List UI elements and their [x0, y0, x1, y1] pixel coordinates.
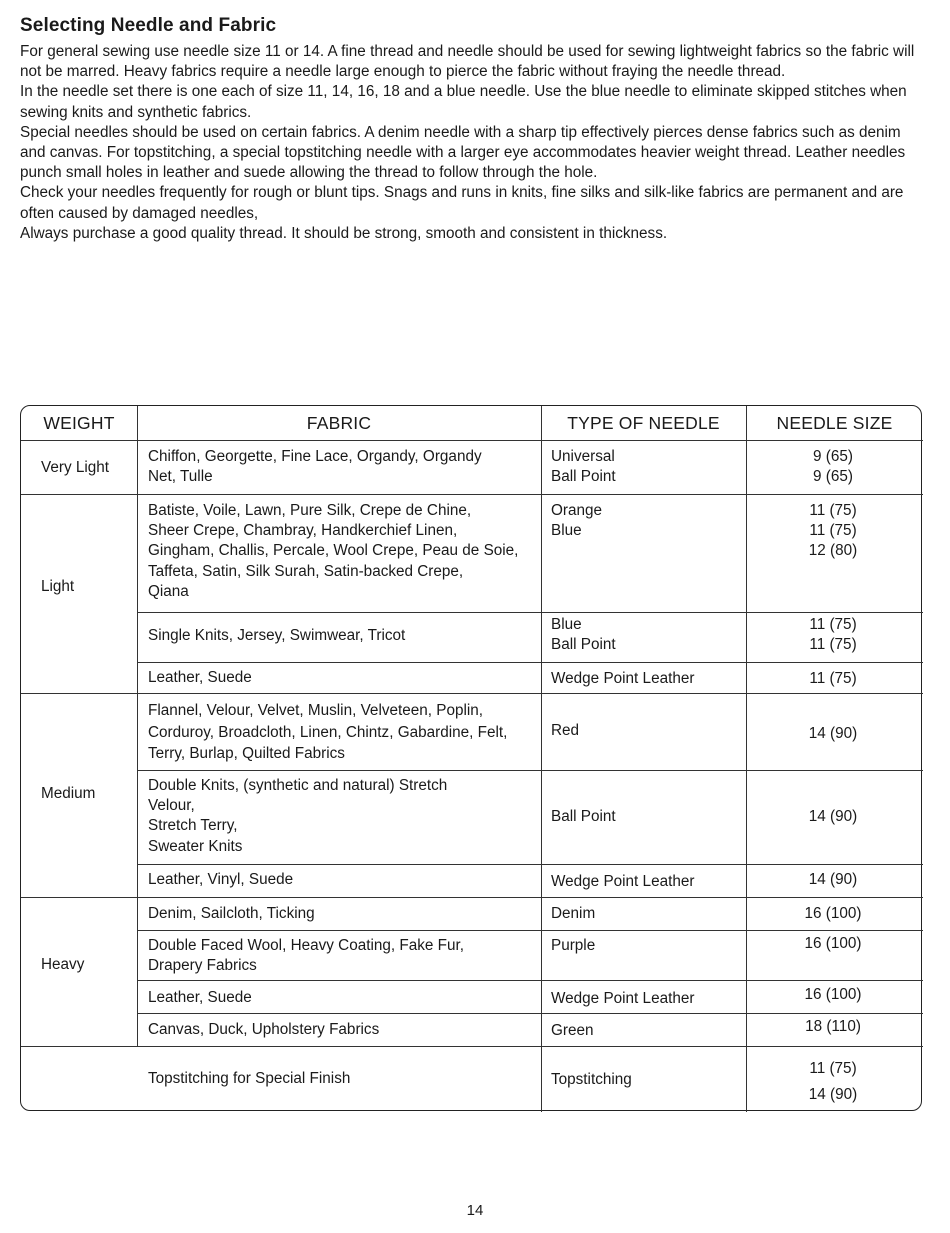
needle-size-line: 16 (100): [804, 986, 862, 1003]
weight-heavy: Heavy: [41, 956, 85, 973]
fabric-line: Denim, Sailcloth, Ticking: [148, 905, 315, 922]
needle-type-cell: [551, 615, 616, 655]
needle-size-cell: [803, 1056, 863, 1108]
needle-type-cell: [551, 872, 694, 892]
needle-size-cell: [797, 985, 869, 1005]
needle-size-cell: [797, 1017, 869, 1037]
fabric-line: Leather, Suede: [148, 989, 252, 1006]
needle-size-line: 11 (75): [809, 502, 857, 519]
needle-type-line: Green: [551, 1022, 594, 1039]
needle-type-cell: [551, 936, 595, 956]
fabric-cell: [148, 501, 518, 602]
fabric-line: Leather, Suede: [148, 669, 252, 686]
needle-size-cell: [803, 669, 863, 689]
needle-size-line: 14 (90): [808, 1086, 858, 1103]
fabric-cell: [148, 447, 482, 487]
column-divider: [137, 406, 138, 1046]
needle-type-line: Blue: [551, 522, 582, 540]
fabric-cell: [148, 668, 252, 688]
paragraph-check-needles: Check your needles frequently for rough or blunt tips. Snags and runs in knits, fine silks and silk-like fabrics are permanent and are often caused by damaged needles,: [20, 184, 904, 222]
needle-type-line: Ball Point: [551, 808, 616, 825]
needle-type-cell: [551, 669, 694, 689]
needle-size-line: 16 (100): [804, 935, 862, 952]
paragraph-special-needles: Special needles should be used on certain fabrics. A denim needle with a sharp tip effectively pierces dense fabrics such as denim and canvas. For topstitching, a special topstitching needle with a larger eye accommodates heavier weight thread. Leather needles punch small holes in leather and suede allowing the thread to follow through the hole.: [20, 123, 906, 182]
column-divider: [541, 406, 542, 1112]
fabric-line: Flannel, Velour, Velvet, Muslin, Velveteen, Poplin,: [148, 702, 484, 719]
needle-size-line: 11 (75): [809, 522, 857, 540]
needle-size-line: 11 (75): [809, 1060, 857, 1077]
row-divider: [137, 930, 923, 931]
row-divider: [137, 980, 923, 981]
fabric-cell: [148, 1069, 350, 1089]
needle-fabric-table: [20, 405, 922, 1111]
fabric-line: Canvas, Duck, Upholstery Fabrics: [148, 1021, 380, 1038]
needle-size-cell: [803, 724, 863, 744]
needle-size-cell: [797, 934, 869, 954]
needle-size-cell: [803, 870, 863, 890]
fabric-cell: [148, 936, 464, 976]
fabric-cell: [148, 700, 507, 765]
needle-size-line: 14 (90): [808, 725, 858, 742]
needle-type-cell: [551, 807, 616, 827]
row-divider: [21, 897, 923, 898]
needle-type-line: Denim: [551, 905, 596, 922]
page-heading: Selecting Needle and Fabric: [20, 15, 277, 36]
needle-size-line: 12 (80): [808, 542, 858, 560]
needle-type-line: Universal: [551, 448, 615, 465]
needle-size-cell: [803, 501, 863, 562]
needle-size-line: 16 (100): [804, 905, 862, 922]
column-divider: [746, 406, 747, 1112]
fabric-line: Terry, Burlap, Quilted Fabrics: [148, 745, 345, 762]
fabric-line: Topstitching for Special Finish: [148, 1070, 351, 1087]
needle-type-line: Red: [551, 722, 580, 739]
weight-light: Light: [41, 578, 75, 595]
needle-size-line: 18 (110): [805, 1018, 861, 1035]
fabric-cell: [148, 776, 447, 857]
fabric-line: Net, Tulle: [148, 468, 213, 486]
row-divider: [137, 770, 923, 771]
fabric-line: Single Knits, Jersey, Swimwear, Tricot: [148, 627, 406, 644]
fabric-cell: [148, 870, 293, 890]
needle-type-cell: [551, 721, 579, 741]
intro-text: [20, 42, 930, 244]
fabric-line: Batiste, Voile, Lawn, Pure Silk, Crepe de Chine,: [148, 502, 472, 519]
paragraph-general-sewing: For general sewing use needle size 11 or 14. A fine thread and needle should be used for sewing lightweight fabrics so the fabric will not be marred. Heavy fabrics require a needle large enough to pierce the fabric without fraying the needle thread.: [20, 43, 915, 81]
header-needle-size: NEEDLE SIZE: [776, 413, 893, 433]
fabric-cell: [148, 988, 252, 1008]
needle-type-cell: [551, 1070, 632, 1090]
needle-type-line: Wedge Point Leather: [551, 670, 695, 687]
fabric-cell: [148, 1020, 379, 1040]
header-weight: WEIGHT: [43, 413, 115, 433]
needle-type-cell: [551, 501, 602, 541]
weight-very-light: Very Light: [41, 459, 110, 476]
needle-size-line: 14 (90): [808, 808, 858, 825]
needle-type-line: Blue: [551, 616, 582, 633]
needle-type-cell: [551, 447, 616, 487]
fabric-line: Gingham, Challis, Percale, Wool Crepe, Peau de Soie,: [148, 542, 519, 560]
needle-size-line: 9 (65): [813, 468, 853, 486]
needle-type-line: Ball Point: [551, 636, 616, 654]
fabric-line: Sweater Knits: [148, 837, 243, 855]
needle-size-cell: [803, 615, 863, 655]
fabric-line: Drapery Fabrics: [148, 957, 257, 975]
paragraph-needle-set: In the needle set there is one each of size 11, 14, 16, 18 and a blue needle. Use the blue needle to eliminate skipped stitches when sewing knits and synthetic fabrics.: [20, 83, 907, 121]
fabric-line: Double Faced Wool, Heavy Coating, Fake Fur,: [148, 937, 465, 954]
needle-size-line: 9 (65): [813, 448, 853, 465]
row-divider: [21, 693, 923, 694]
fabric-cell: [148, 904, 315, 924]
row-divider: [21, 440, 923, 441]
paragraph-thread-quality: Always purchase a good quality thread. It should be strong, smooth and consistent in thickness.: [20, 224, 668, 242]
weight-medium: Medium: [41, 785, 96, 802]
header-fabric: FABRIC: [306, 413, 372, 433]
row-divider: [137, 612, 923, 613]
row-divider: [21, 494, 923, 495]
row-divider: [137, 662, 923, 663]
needle-type-line: Wedge Point Leather: [551, 990, 695, 1007]
needle-size-line: 11 (75): [809, 670, 857, 687]
row-divider: [21, 1046, 923, 1047]
needle-type-cell: [551, 904, 595, 924]
needle-type-line: Ball Point: [551, 468, 616, 486]
needle-size-cell: [797, 904, 869, 924]
needle-type-line: Orange: [551, 502, 603, 519]
needle-size-line: 11 (75): [809, 616, 857, 633]
needle-size-cell: [803, 807, 863, 827]
needle-size-line: 14 (90): [808, 871, 858, 888]
fabric-line: Sheer Crepe, Chambray, Handkerchief Linen,: [148, 522, 458, 540]
needle-type-line: Topstitching: [551, 1071, 632, 1088]
fabric-cell: [148, 626, 405, 646]
fabric-line: Velour,: [148, 797, 195, 815]
row-divider: [137, 864, 923, 865]
fabric-line: Chiffon, Georgette, Fine Lace, Organdy, Organdy: [148, 448, 482, 465]
row-divider: [137, 1013, 923, 1014]
fabric-line: Leather, Vinyl, Suede: [148, 871, 294, 888]
needle-type-line: Wedge Point Leather: [551, 873, 695, 890]
header-needle-type: TYPE OF NEEDLE: [567, 413, 720, 433]
needle-size-cell: [803, 447, 863, 487]
fabric-line: Taffeta, Satin, Silk Surah, Satin-backed Crepe,: [148, 562, 464, 580]
fabric-line: Qiana: [148, 582, 189, 600]
fabric-line: Double Knits, (synthetic and natural) Stretch: [148, 777, 448, 794]
needle-type-cell: [551, 989, 694, 1009]
needle-type-cell: [551, 1021, 594, 1041]
page-number: 14: [466, 1202, 484, 1219]
needle-size-line: 11 (75): [809, 636, 857, 654]
needle-type-line: Purple: [551, 937, 596, 954]
fabric-line: Stretch Terry,: [148, 817, 238, 835]
fabric-line: Corduroy, Broadcloth, Linen, Chintz, Gabardine, Felt,: [148, 723, 508, 741]
